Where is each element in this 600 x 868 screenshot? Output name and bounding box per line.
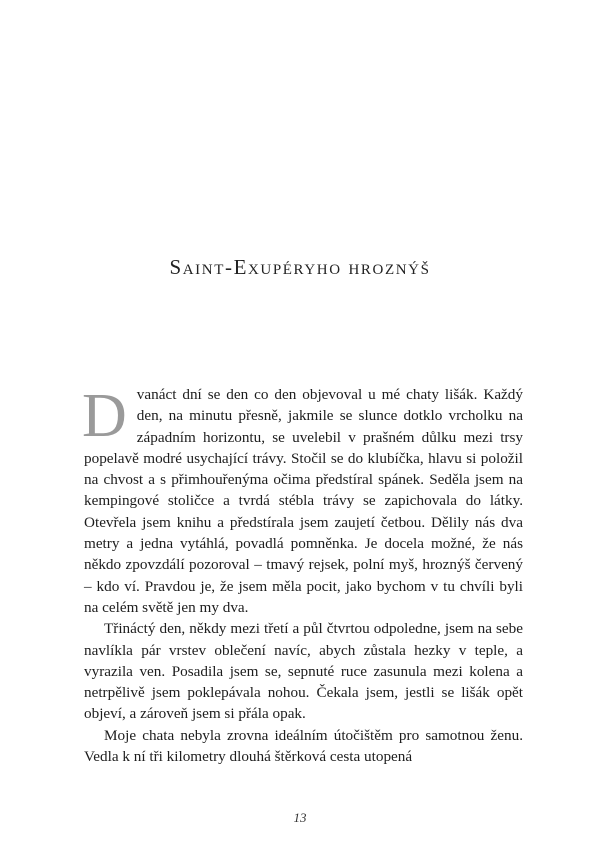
page-number: 13 [293, 810, 307, 825]
paragraph-1 [84, 384, 523, 618]
paragraph-3: Moje chata nebyla zrovna ideálním útočištěm pro samotnou ženu. Vedla k ní tři kilometry dlouhá štěrková cesta utopená [84, 726, 523, 766]
drop-cap: D [82, 382, 127, 450]
paragraph-2: Třináctý den, někdy mezi třetí a půl čtvrtou odpoledne, jsem na sebe navlíkla pár vrstev oblečení navíc, abych zůstala hezky v teple, a vyrazila ven. Posadila jsem se, sepnuté ruce zasunula mezi kolena a netrpělivě jsem poklepávala nohou. Čekala jsem, jestli se lišák opět objeví, a zároveň jsem si přála opak. [84, 620, 523, 723]
paragraph-1-text: vanáct dní se den co den objevoval u mé chaty lišák. Každý den, na minutu přesně, jakmile se slunce dotklo vrcholku na západním horizontu, se uvelebil v prašném důlku mezi trsy popelavě modré usychající trávy. Stočil se do klubíčka, hlavu si položil na chvost a s přimhouřenýma očima předstíral spánek. Seděla jsem na kempingové stoličce a tvrdá stébla trávy se zapichovala do látky. Otevřela jsem knihu a předstírala jsem zaujetí četbou. Dělily nás dva metry a jedna vytáhlá, povadlá pomněnka. Je docela možné, že nás někdo zpovzdálí pozoroval – tmavý rejsek, polní myš, hroznýš červený – kdo ví. Pravdou je, že jsem měla pocit, jako bychom v tu chvíli byli na celém světě jen my dva. [84, 386, 523, 616]
chapter-title: Saint-Exupéryho hroznýš [169, 255, 431, 279]
body-text [84, 384, 523, 767]
